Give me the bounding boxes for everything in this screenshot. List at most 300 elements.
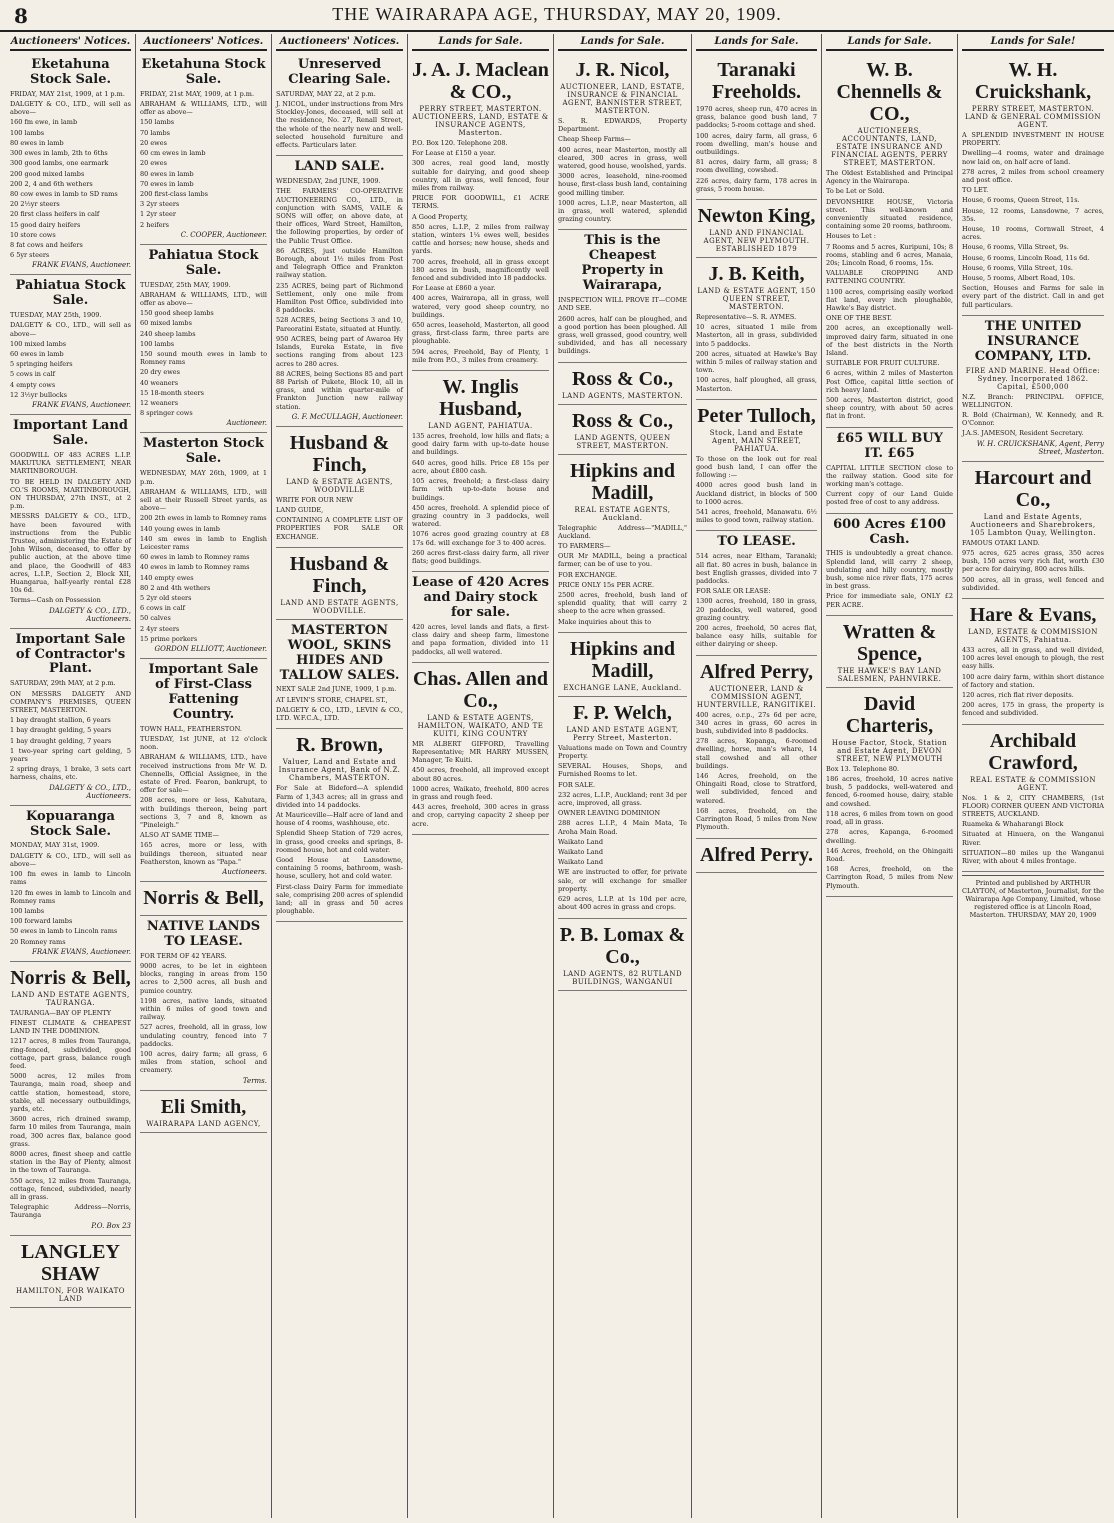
advertisement-line: 100 forward lambs bbox=[10, 917, 73, 926]
advertisement-line: SEVERAL Houses, Shops, and Furnished Rooms to let. bbox=[558, 762, 687, 779]
advertisement bbox=[558, 455, 687, 633]
advertisement-line: 433 acres, all in grass, and well divided, 100 acres level enough to plough, the rest easy hills. bbox=[962, 645, 1104, 671]
advertisement bbox=[276, 548, 403, 620]
advertisement-line: THIS is undoubtedly a great chance. Splendid land, will carry 2 sheep, undulating and hilly country, mostly bush, some nice river flats, 175 acres in best grass. bbox=[826, 549, 953, 591]
advertisement-line: Price for immediate sale, ONLY £2 PER ACRE. bbox=[826, 592, 953, 609]
advertisement-line: 1076 acres good grazing country at £8 17s 6d. will exchange for 3 to 400 acres. bbox=[412, 530, 549, 547]
advertisement-line: 80 ewes in lamb bbox=[10, 138, 64, 147]
advertisement-line: The Oldest Established and Principal Agency in the Wairarapa. bbox=[826, 169, 953, 186]
column-3 bbox=[272, 34, 408, 1518]
advertisement-line: 100 lambs bbox=[10, 128, 45, 137]
advertisement-line: 700 acres, freehold, all in grass except 180 acres in bush, magnificently well fenced and subdivided into 18 paddocks. bbox=[412, 257, 549, 283]
advertisement-signature: Terms. bbox=[242, 1076, 267, 1085]
advertisement-subtitle: LAND AGENTS, MASTERTON. bbox=[562, 391, 683, 400]
advertisement-line: 7 Rooms and 5 acres, Kuripuni, 10s; 8 rooms, stabling and 6 acres, Manaia, 20s; Lincoln Road, 6 rooms, 15s. bbox=[826, 242, 953, 268]
column-6 bbox=[692, 34, 822, 1518]
advertisement-line: 235 ACRES, being part of Richmond Settlement, only one mile from Hamilton Post Office, subdivided into 8 paddocks. bbox=[276, 281, 403, 315]
advertisement-line: TO FARMERS— bbox=[558, 542, 611, 551]
advertisement-line: S. R. EDWARDS, Property Department. bbox=[558, 117, 687, 134]
paper-title: THE WAIRARAPA AGE, THURSDAY, MAY 20, 1909. bbox=[332, 4, 782, 24]
advertisement bbox=[696, 54, 817, 200]
advertisement-line: 1000 acres, L.I.P., near Masterton, all in grass, well watered, splendid grazing country. bbox=[558, 198, 687, 224]
advertisement-line: Telegraphic Address—"MADILL," Auckland. bbox=[558, 523, 687, 540]
advertisement-line: For Lease at £860 a year. bbox=[412, 284, 496, 293]
advertisement-title: Eli Smith, bbox=[160, 1095, 247, 1118]
advertisement-line: At Mauriceville—Half acre of land and house of 4 rooms, washhouse, etc. bbox=[276, 810, 403, 828]
advertisement-title: Wratten & Spence, bbox=[842, 620, 937, 665]
advertisement-line: 594 acres, Freehold, Bay of Plenty, 1 mile from P.O., 3 miles from creamery. bbox=[412, 347, 549, 364]
advertisement-line: J. NICOL, under instructions from Mrs Stockley-Jones, deceased, will sell at the residence, No. 27, Renall Street, the whole of the nearly new and well-selected household furniture and effects. Particulars later. bbox=[276, 100, 403, 150]
advertisement bbox=[962, 725, 1104, 873]
advertisement-subtitle: HAMILTON, FOR WAIKATO LAND bbox=[16, 1286, 125, 1303]
advertisement-title: Important Land Sale. bbox=[13, 418, 128, 448]
advertisement-line: CONTAINING A COMPLETE LIST OF PROPERTIES FOR SALE OR EXCHANGE. bbox=[276, 516, 403, 541]
advertisement-title: Hare & Evans, bbox=[969, 603, 1097, 626]
advertisement bbox=[10, 806, 131, 962]
advertisement-subtitle: LAND AGENT, PAHIATUA. bbox=[428, 422, 533, 431]
advertisement-line: 1 bay draught gelding, 5 years bbox=[10, 726, 112, 735]
advertisement-line: ABRAHAM & WILLIAMS, LTD., have received instructions from Mr W. D. Chennells, Official Assignee, in the estate of Fred. Fearon, bankrupt, to offer for sale— bbox=[140, 753, 267, 795]
advertisement-title: Taranaki Freeholds. bbox=[711, 59, 802, 103]
advertisement-line: 1 bay draught gelding, 7 years bbox=[10, 736, 112, 745]
advertisement-line: 168 Acres, freehold, on the Carrington Road, 5 miles from New Plymouth. bbox=[826, 865, 953, 890]
advertisement-line: SUITABLE FOR FRUIT CULTURE. bbox=[826, 359, 940, 368]
advertisement-line: NEXT SALE 2nd JUNE, 1909, 1 p.m. bbox=[276, 685, 397, 694]
advertisement bbox=[140, 882, 267, 916]
advertisement-line: A SPLENDID INVESTMENT IN HOUSE PROPERTY. bbox=[962, 131, 1104, 148]
advertisement-line: 50 calves bbox=[140, 614, 171, 623]
advertisement-line: 100 fm ewes in lamb to Lincoln rams bbox=[10, 870, 131, 887]
advertisement-line: 400 acres, o.r.p., 27s 6d per acre, 340 acres in grass, 60 acres in bush, subdivided into 8 paddocks. bbox=[696, 710, 817, 736]
advertisement-line: DALGETY & CO., LTD., will sell as above— bbox=[10, 100, 131, 117]
advertisement-line: 1100 acres, comprising easily worked flat land, every inch ploughable, Hawke's Bay district. bbox=[826, 287, 953, 313]
advertisement-title: Husband & Finch, bbox=[289, 431, 390, 476]
advertisement bbox=[140, 916, 267, 1091]
advertisement-subtitle: PERRY STREET, MASTERTON. AUCTIONEERS, LAND, ESTATE & INSURANCE AGENTS, Masterton. bbox=[412, 105, 549, 137]
advertisement-line: 208 acres, more or less, Kahutara, with buildings thereon, being part sections 3, 7 and 8, known as "Pineleigh." bbox=[140, 796, 267, 829]
advertisement-line: FRIDAY, 21st MAY, 1909, at 1 p.m. bbox=[140, 89, 255, 98]
advertisement-line: INSPECTION WILL PROVE IT—COME AND SEE. bbox=[558, 296, 687, 313]
advertisement-line: 629 acres, L.I.P. at 1s 10d per acre, about 400 acres in grass and crops. bbox=[558, 895, 687, 912]
advertisement-subtitle: LAND & ESTATE AGENT, 150 QUEEN STREET, MASTERTON. bbox=[697, 287, 816, 312]
advertisement-line: MR ALBERT GIFFORD, Travelling Representative; MR HARRY MUSSEN, Manager, Te Kuiti. bbox=[412, 739, 549, 765]
advertisement bbox=[826, 688, 953, 897]
advertisement-line: 400 acres, near Masterton, mostly all cleared, 300 acres in grass, well watered, good house, woolshed, yards. bbox=[558, 145, 687, 171]
advertisement bbox=[276, 156, 403, 426]
advertisement-title: W. H. Cruickshank, bbox=[974, 59, 1092, 103]
advertisement-line: 70 ewes in lamb bbox=[140, 179, 194, 188]
advertisement-title: P. B. Lomax & Co., bbox=[559, 923, 686, 968]
advertisement-line: MESSRS DALGETY & CO., LTD., have been favoured with instructions from the Public Trustee, administering the Estate of John Wilson, deceased, to offer by public auction, at the above time and place, the Goodwill of 483 acres, L.I.P., Section 2, Block XII, Huangarua, half-yearly rental £28 10s 6d. bbox=[10, 512, 131, 595]
advertisement-line: 140 empty ewes bbox=[140, 573, 194, 582]
advertisement-line: DEVONSHIRE HOUSE, Victoria street. This well-known and conveniently situated residence, containing some 20 rooms, bathroom. bbox=[826, 197, 953, 231]
advertisement-title: Pahiatua Stock Sale. bbox=[15, 278, 126, 309]
advertisement-line: To be Let or Sold. bbox=[826, 187, 885, 196]
advertisement-subtitle: REAL ESTATE AGENTS, Auckland. bbox=[574, 505, 671, 522]
advertisement-title: F. P. Welch, bbox=[573, 701, 672, 724]
advertisement-subtitle: Land and Estate Agents, Auctioneers and Sharebrokers, 105 Lambton Quay, Wellington. bbox=[970, 512, 1096, 537]
advertisement-signature: P.O. Box 23 bbox=[91, 1221, 131, 1230]
advertisement-line: TAURANGA—BAY OF PLENTY bbox=[10, 1008, 112, 1017]
advertisement-line: 60 ewes in lamb bbox=[10, 350, 64, 359]
advertisement-line: 550 acres, 12 miles from Tauranga, cottage, fenced, subdivided, nearly all in grass. bbox=[10, 1176, 131, 1201]
advertisement-line: 3600 acres, rich drained swamp, farm 10 miles from Tauranga, main road, 300 acres flax, balance good grass. bbox=[10, 1115, 131, 1148]
advertisement-title: Masterton Stock Sale. bbox=[143, 436, 264, 467]
advertisement-line: 450 acres, freehold. A splendid piece of grazing country in 3 paddocks, well watered. bbox=[412, 503, 549, 529]
advertisement-line: 20 2½yr steers bbox=[10, 200, 60, 209]
advertisement-line: THE FARMERS' CO-OPERATIVE AUCTIONEERING CO., LTD., in conjunction with SAMS, VAILE & SONS will offer, on above date, at their offices, Ward Street, Hamilton, the following properties, by order of the Public Trust Office. bbox=[276, 187, 403, 245]
advertisement-signature: Auctioneers. bbox=[222, 867, 267, 876]
advertisement-line: Situated at Hinuera, on the Wanganui River. bbox=[962, 830, 1104, 847]
advertisement-line: 100 acres, dairy farm; all grass, 6 miles from station, school and creamery. bbox=[140, 1050, 267, 1075]
advertisement-line: 168 acres, freehold, on the Carrington Road, 5 miles from New Plymouth. bbox=[696, 806, 817, 832]
advertisement-line: 100 acre dairy farm, within short distance of factory and station. bbox=[962, 672, 1104, 689]
advertisement-line: House, 12 rooms, Lansdowne, 7 acres, 35s. bbox=[962, 206, 1104, 223]
advertisement-line: 200 acres, 175 in grass, the property is fenced and subdivided. bbox=[962, 701, 1104, 718]
advertisement-line: Waikato Land bbox=[558, 858, 604, 867]
advertisement-line: SATURDAY, MAY 22, at 2 p.m. bbox=[276, 89, 376, 98]
advertisement-line: 165 acres, more or less, with buildings thereon, situated near Featherston, known as "Papa." bbox=[140, 841, 267, 866]
advertisement-line: 4000 acres good bush land in Auckland district, in blocks of 500 to 1000 acres. bbox=[696, 481, 817, 506]
advertisement-signature: W. H. CRUICKSHANK, Agent, Perry Street, Masterton. bbox=[976, 439, 1104, 456]
advertisement bbox=[140, 1091, 267, 1133]
advertisement-line: R. Bold (Chairman), W. Kennedy, and R. O'Connor. bbox=[962, 411, 1104, 428]
advertisement-line: FOR TERM OF 42 YEARS. bbox=[140, 951, 227, 960]
advertisement-line: 950 ACRES, being part of Awaroa Hy Islands, Eureka Estate, in five sections ranging from about 123 acres to 280 acres. bbox=[276, 334, 403, 368]
advertisement-line: House, 6 rooms, Lincoln Road, 11s 6d. bbox=[962, 253, 1090, 262]
advertisement-line: 300 ewes in lamb, 2th to 6ths bbox=[10, 149, 108, 158]
advertisement-line: 1970 acres, sheep run, 470 acres in grass, balance good bush land, 7 paddocks; 5-room cottage and shed. bbox=[696, 105, 817, 130]
advertisement-title: Hipkins and Madill, bbox=[569, 459, 676, 504]
advertisement-line: 200 2, 4 and 6th wethers bbox=[10, 179, 93, 188]
advertisement-title: Important Sale of First-Class Fattening Country. bbox=[148, 661, 259, 722]
advertisement-line: Valuations made on Town and Country Property. bbox=[558, 743, 687, 761]
advertisement-line: 135 acres, freehold, low hills and flats; a good dairy farm with up-to-date house and buildings. bbox=[412, 432, 549, 457]
advertisement-line: WE are instructed to offer, for private sale, or will exchange for smaller property. bbox=[558, 868, 687, 893]
advertisement-line: 5 cows in calf bbox=[10, 370, 56, 379]
advertisement-line: 20 dry ewes bbox=[140, 368, 180, 377]
advertisement-line: 40 ewes in lamb to Romney rams bbox=[140, 563, 250, 572]
advertisement bbox=[696, 839, 817, 873]
advertisement-line: 975 acres, 625 acres grass, 350 acres bush, 150 acres very rich flat, worth £30 per acre for dairying, 800 acres hills. bbox=[962, 548, 1104, 574]
advertisement bbox=[276, 729, 403, 922]
advertisement-line: 100 lambs bbox=[10, 906, 45, 915]
advertisement-title: Harcourt and Co., bbox=[974, 466, 1092, 511]
advertisement-line: 200 acres, an exceptionally well-improved dairy farm, situated in one of the best districts in the North Island. bbox=[826, 324, 953, 358]
advertisement-line: FINEST CLIMATE & CHEAPEST LAND IN THE DOMINION. bbox=[10, 1018, 131, 1036]
advertisement bbox=[276, 620, 403, 730]
advertisement-subtitle: LAND AGENTS, 82 RUTLAND BUILDINGS, WANGANUI bbox=[562, 969, 683, 986]
advertisement-line: 120 fm ewes in lamb to Lincoln and Romney rams bbox=[10, 888, 131, 905]
advertisement-line: 160 fm ewe, in lamb bbox=[10, 118, 78, 127]
advertisement bbox=[962, 54, 1104, 316]
advertisement bbox=[696, 258, 817, 400]
advertisement-line: 20 ewes bbox=[140, 159, 167, 168]
advertisement-line: 86 ACRES, just outside Hamilton Borough, about 1½ miles from Post and Telegraph Office and Frankton railway station. bbox=[276, 246, 403, 280]
advertisement-line: DALGETY & CO., LTD., will sell as above— bbox=[10, 321, 131, 338]
advertisement bbox=[826, 514, 953, 616]
advertisement-line: 88 ACRES, being Sections 85 and part 88 Parish of Pukete, Block 10, all in grass, and within quarter-mile of Frankton Junction new railway station. bbox=[276, 369, 404, 411]
advertisement-line: FAMOUS OTAKI LAND. bbox=[962, 538, 1040, 547]
column-8 bbox=[958, 34, 1108, 1518]
advertisement-line: 100 acres, half ploughed, all grass, Masterton. bbox=[696, 376, 817, 393]
advertisement-title: TO LEASE. bbox=[717, 534, 796, 550]
advertisement-line: 80 cow ewes in lamb to SD rams bbox=[10, 189, 118, 198]
advertisement-line: 1 2yr steer bbox=[140, 210, 176, 219]
advertisement-line: WEDNESDAY, MAY 26th, 1909, at 1 p.m. bbox=[140, 469, 267, 486]
advertisement-line: Good House at Lansdowne, containing 5 rooms, bathroom, wash-house, scullery, hot and cold water. bbox=[276, 855, 403, 881]
column-2 bbox=[136, 34, 272, 1518]
advertisement-line: Terms—Cash on Possession bbox=[10, 596, 101, 605]
advertisement-line: 9000 acres, to be let in eighteen blocks, ranging in areas from 150 acres to 2,500 acres, all bush and pumice country. bbox=[140, 962, 267, 995]
advertisement-line: 278 acres, 2 miles from school creamery and post office. bbox=[962, 167, 1104, 185]
advertisement-title: Husband & Finch, bbox=[289, 552, 390, 597]
advertisement-signature: DALGETY & CO., LTD., Auctioneers. bbox=[49, 606, 131, 623]
advertisement-line: 150 sound mouth ewes in lamb to Romney rams bbox=[140, 350, 267, 367]
advertisement-line: TUESDAY, MAY 25th, 1909. bbox=[10, 311, 102, 320]
advertisement-title: J. B. Keith, bbox=[708, 263, 805, 286]
advertisement-title: MASTERTON WOOL, SKINS HIDES AND TALLOW SALES. bbox=[279, 622, 400, 683]
advertisement-line: 2 4yr steers bbox=[140, 624, 180, 633]
advertisement-title: J. A. J. Maclean & CO., bbox=[412, 59, 549, 103]
advertisement-line: N.Z. Branch: PRINCIPAL OFFICE, WELLINGTON. bbox=[962, 392, 1104, 409]
advertisement-line: 10 store cows bbox=[10, 230, 56, 239]
advertisement-line: 443 acres, freehold, 300 acres in grass and crop, carrying capacity 2 sheep per acre. bbox=[412, 803, 549, 828]
advertisement bbox=[412, 572, 549, 663]
advertisement-line: 150 good sheep lambs bbox=[140, 309, 214, 318]
advertisement-subtitle: LAND AGENTS, QUEEN STREET, MASTERTON. bbox=[574, 433, 671, 450]
advertisement-line: Box 13. Telephone 80. bbox=[826, 764, 900, 773]
advertisement-line: CAPITAL LITTLE SECTION close to the railway station. Good site for working man's cottage. bbox=[826, 463, 953, 488]
advertisement bbox=[696, 200, 817, 258]
advertisement-line: 3 2yr steers bbox=[140, 200, 180, 209]
column-heading: Auctioneers' Notices. bbox=[140, 34, 267, 51]
advertisement-subtitle: EXCHANGE LANE, Auckland. bbox=[563, 683, 682, 692]
advertisement-line: 450 acres, freehold, all improved except about 80 acres. bbox=[412, 766, 549, 783]
advertisement bbox=[826, 428, 953, 514]
advertisement-line: ALSO AT SAME TIME— bbox=[140, 831, 220, 840]
advertisement bbox=[140, 433, 267, 659]
advertisement-line: 200 2th ewes in lamb to Romney rams bbox=[140, 514, 267, 523]
advertisement-title: Important Sale of Contractor's Plant. bbox=[15, 631, 126, 677]
advertisement-line: AT LEVIN'S STORE, CHAPEL ST., bbox=[276, 695, 388, 704]
advertisement-line: 5000 acres, 12 miles from Tauranga, main road, sheep and cattle station, homestead, store, stable, all necessary outbuildings, yards, etc. bbox=[10, 1072, 131, 1113]
advertisement-line: OUR Mr MADILL, being a practical farmer, can be of use to you. bbox=[558, 552, 687, 569]
advertisement-line: Current copy of our Land Guide posted free of cost to any address. bbox=[826, 490, 953, 507]
advertisement-line: House, 6 rooms, Queen Street, 11s. bbox=[962, 196, 1080, 205]
advertisement bbox=[140, 245, 267, 434]
advertisement bbox=[10, 54, 131, 275]
advertisement-line: 300 acres, real good land, mostly suitable for dairying, and good sheep country, all in grass, well fenced, four miles from railway. bbox=[412, 159, 549, 193]
advertisement-line: Nos. 1 & 2, CITY CHAMBERS, (1st FLOOR) CORNER QUEEN AND VICTORIA STREETS, AUCKLAND. bbox=[962, 793, 1104, 818]
advertisement-line: 12 3½yr bullocks bbox=[10, 390, 67, 399]
advertisement bbox=[826, 616, 953, 688]
advertisement-subtitle: WAIRARAPA LAND AGENCY, bbox=[146, 1119, 261, 1128]
advertisement-line: 200 acres, freehold, 50 acres flat, balance easy hills, suitable for either dairying or sheep. bbox=[696, 624, 817, 649]
advertisement-line: 514 acres, near Eltham, Taranaki; all flat. 80 acres in bush, balance in best English grasses, divided into 7 paddocks. bbox=[696, 552, 817, 586]
advertisement-line: 1 bay draught stallion, 6 years bbox=[10, 716, 111, 725]
advertisement-line: MONDAY, MAY 31st, 1909. bbox=[10, 841, 100, 850]
advertisement bbox=[412, 54, 549, 371]
column-heading: Lands for Sale. bbox=[826, 34, 953, 51]
advertisement-line: 20 ewes bbox=[140, 138, 167, 147]
advertisement-line: 80 2 and 4th wethers bbox=[140, 583, 211, 592]
advertisement-signature: FRANK EVANS, Auctioneer. bbox=[32, 261, 131, 270]
advertisement-line: 15 good dairy heifers bbox=[10, 220, 81, 229]
advertisement bbox=[276, 54, 403, 156]
advertisement bbox=[558, 405, 687, 455]
advertisement-title: £65 WILL BUY IT. £65 bbox=[836, 430, 943, 461]
advertisement-title: W. B. Chennells & CO., bbox=[836, 59, 943, 125]
advertisement-line: TUESDAY, 25th MAY, 1909. bbox=[140, 280, 231, 289]
advertisement-line: 2600 acres, half can be ploughed, and a good portion has been ploughed. All grass, well grassed, good country, well subdivided, and has all necessary buildings. bbox=[558, 314, 687, 356]
advertisement-signature: FRANK EVANS, Auctioneer. bbox=[32, 401, 131, 410]
advertisement-line: Cheap Sheep Farms— bbox=[558, 135, 631, 144]
advertisement-title: Peter Tulloch, bbox=[697, 404, 816, 427]
advertisement-title: Pahiatua Stock Sale. bbox=[148, 247, 259, 278]
advertisement bbox=[558, 54, 687, 230]
advertisement-line: 278 acres, Kapanga, 6-roomed dwelling. bbox=[826, 828, 953, 845]
advertisement-line: Ruameka & Whaharangi Block bbox=[962, 820, 1064, 829]
advertisement-line: 15 prime porkers bbox=[140, 634, 198, 643]
advertisement-subtitle: LAND & ESTATE AGENTS, HAMILTON, WAIKATO, AND TE KUITI, KING COUNTRY bbox=[417, 713, 544, 738]
column-1 bbox=[6, 34, 136, 1518]
advertisement-subtitle: LAND AND ESTATE AGENTS, TAURANGA. bbox=[11, 990, 130, 1007]
advertisement-line: 527 acres, freehold, all in grass, low undulating country, fenced into 7 paddocks. bbox=[140, 1023, 267, 1048]
advertisement-line: 500 acres, all in grass, well fenced and subdivided. bbox=[962, 575, 1104, 592]
advertisement-title: 600 Acres £100 Cash. bbox=[833, 516, 946, 547]
column-4 bbox=[408, 34, 554, 1518]
advertisement-subtitle: LAND AND ESTATE AGENTS, WOODVILLE. bbox=[280, 598, 399, 615]
advertisement-line: 400 acres, Wairarapa, all in grass, well watered, very good sheep country, no buildings. bbox=[412, 294, 549, 319]
advertisement-title: LANGLEY SHAW bbox=[21, 1240, 120, 1285]
advertisement-line: 8 springer cows bbox=[140, 409, 193, 418]
advertisement-line: 118 acres, 6 miles from town on good road, all in grass. bbox=[826, 809, 953, 827]
advertisement-line: ON MESSRS DALGETY AND COMPANY'S PREMISES, QUEEN STREET, MASTERTON. bbox=[10, 689, 131, 714]
advertisement-line: 226 acres, dairy farm, 178 acres in grass, 5 room house. bbox=[696, 176, 817, 193]
advertisement-signature: GORDON ELLIOTT, Auctioneer. bbox=[154, 644, 267, 653]
column-heading: Lands for Sale. bbox=[558, 34, 687, 51]
advertisement-line: 240 sheep lambs bbox=[140, 329, 196, 338]
advertisement-line: PRICE FOR GOODWILL, £1 ACRE TERMS. bbox=[412, 194, 549, 211]
advertisement-line: 4 empty cows bbox=[10, 380, 56, 389]
advertisement-line: Representative—S. R. AYMES. bbox=[696, 313, 797, 322]
printer-imprint: Printed and published by ARTHUR CLAYTON, of Masterton, Journalist, for the Wairarapa Age Company, Limited, whose registered office is at Lincoln Road, Masterton. THURSDAY, MAY 20, 1909 bbox=[962, 879, 1104, 920]
advertisement-subtitle: AUCTIONEER, LAND & COMMISSION AGENT, HUNTERVILLE, RANGITIKEI. bbox=[696, 684, 817, 709]
advertisement-line: 6 cows in calf bbox=[140, 604, 186, 613]
advertisement-line: 2 heifers bbox=[140, 220, 170, 229]
advertisement-line: 8000 acres, finest sheep and cattle station in the Bay of Plenty, almost in the town of Tauranga. bbox=[10, 1149, 131, 1175]
advertisement bbox=[10, 629, 131, 806]
advertisement-title: Norris & Bell, bbox=[143, 886, 264, 909]
advertisement bbox=[412, 663, 549, 835]
advertisement-line: For Lease at £150 a year. bbox=[412, 149, 496, 158]
advertisement-title: Hipkins and Madill, bbox=[569, 637, 676, 682]
advertisement-line: 12 weaners bbox=[140, 399, 179, 408]
advertisement-line: J.A.S. JAMESON, Resident Secretary. bbox=[962, 429, 1084, 438]
advertisement-line: TOWN HALL, FEATHERSTON. bbox=[140, 724, 242, 733]
masthead bbox=[0, 0, 1114, 32]
advertisement-line: 420 acres, level lands and flats, a first-class dairy and sheep farm, limestone and papa formation, divided into 11 paddocks, all well watered. bbox=[412, 622, 549, 656]
advertisement-subtitle: AUCTIONEERS, ACCOUNTANTS, LAND, ESTATE INSURANCE AND FINANCIAL AGENTS, PERRY STREET, MASTERTON. bbox=[831, 127, 948, 167]
advertisement-line: 528 ACRES, being Sections 3 and 10, Pareoratini Estate, situated at Huntly. bbox=[276, 316, 403, 333]
advertisement-line: 232 acres, L.I.P., Auckland; rent 3d per acre, improved, all grass. bbox=[558, 790, 687, 808]
advertisement-line: 186 acres, freehold, 10 acres native bush, 5 paddocks, well-watered and fenced, 6-roomed house, dairy, stable and cowshed. bbox=[826, 775, 953, 808]
advertisement-line: Houses to Let : bbox=[826, 232, 876, 241]
advertisement-line: 1198 acres, native lands, situated within 6 miles of good town and railway. bbox=[140, 996, 267, 1022]
advertisement-line: LAND GUIDE, bbox=[276, 505, 324, 514]
advertisement-line: 50 ewes in lamb to Lincoln rams bbox=[10, 927, 118, 936]
advertisement-title: NATIVE LANDS TO LEASE. bbox=[146, 918, 261, 949]
advertisement bbox=[962, 316, 1104, 462]
advertisement-subtitle: REAL ESTATE & COMMISSION AGENT. bbox=[970, 775, 1096, 792]
advertisement-line: 288 acres L.I.P., 4 Main Mata, Te Aroha Main Road. bbox=[558, 819, 687, 836]
advertisement-title: Unreserved Clearing Sale. bbox=[288, 57, 391, 87]
advertisement-line: 2 spring drays, 1 brake, 3 sets cart harness, chains, etc. bbox=[10, 765, 131, 782]
advertisement-line: Section, Houses and Farms for sale in every part of the district. Call in and get full particulars. bbox=[962, 284, 1104, 309]
advertisement-subtitle: LAND & ESTATE AGENTS, WOODVILLE bbox=[286, 477, 393, 494]
advertisement-line: 500 acres, Masterton district, good sheep country, with about 50 acres flat in front. bbox=[826, 396, 953, 421]
advertisement bbox=[412, 371, 549, 572]
advertisement-title: Ross & Co., bbox=[571, 367, 674, 390]
advertisement-line: 20 Romney rams bbox=[10, 937, 66, 946]
advertisement-line: 200 first-class lambs bbox=[140, 189, 209, 198]
advertisement-title: This is the Cheapest Property in Wairarapa, bbox=[581, 233, 664, 294]
advertisement-line: PRICE ONLY 15s PER ACRE. bbox=[558, 580, 655, 589]
advertisement-title: Alfred Perry. bbox=[700, 843, 813, 866]
advertisement-line: Waikato Land bbox=[558, 848, 604, 857]
column-heading: Auctioneers' Notices. bbox=[10, 34, 131, 51]
advertisement bbox=[696, 656, 817, 839]
advertisement-line: 120 acres, rich flat river deposits. bbox=[962, 690, 1074, 699]
advertisement-line: 81 acres, dairy farm, all grass; 8 room dwelling, cowshed. bbox=[696, 158, 817, 175]
advertisement-line: House, 6 rooms, Villa Street, 9s. bbox=[962, 243, 1069, 252]
advertisement bbox=[558, 363, 687, 405]
advertisement-subtitle: LAND AND FINANCIAL AGENT, NEW PLYMOUTH. ESTABLISHED 1879 bbox=[703, 229, 810, 254]
advertisement-subtitle: LAND AND ESTATE AGENT, Perry Street, Masterton. bbox=[566, 725, 679, 742]
advertisement-line: 8 fat cows and heifers bbox=[10, 240, 83, 249]
advertisement bbox=[10, 962, 131, 1236]
advertisement-line: A Good Property, bbox=[412, 212, 469, 221]
advertisement-signature: DALGETY & CO., LTD., Auctioneers. bbox=[49, 783, 131, 800]
advertisement-subtitle: House Factor, Stock, Station and Estate Agent, DEVON STREET, NEW PLYMOUTH bbox=[831, 738, 948, 763]
advertisement-signature: G. F. McCULLAGH, Auctioneer. bbox=[291, 412, 403, 421]
advertisement-line: 1000 acres, Waikato, freehold, 800 acres in grass and rough feed. bbox=[412, 784, 549, 801]
advertisement-line: DALGETY & CO., LTD., LEVIN & CO., LTD. W.F.C.A., LTD. bbox=[276, 705, 403, 723]
advertisement-line: SITUATION—80 miles up the Wanganui River, with about 4 miles frontage. bbox=[962, 848, 1104, 865]
advertisement-line: Telegraphic Address—Norris, Tauranga bbox=[10, 1203, 131, 1220]
advertisement-line: 80 ewes in lamb bbox=[140, 169, 194, 178]
advertisement-title: Norris & Bell, bbox=[10, 966, 131, 989]
advertisement-line: 100 mixed lambs bbox=[10, 339, 67, 348]
advertisement-line: FOR EXCHANGE. bbox=[558, 570, 618, 579]
divider bbox=[962, 875, 1104, 876]
advertisement-line: 40 weaners bbox=[140, 378, 179, 387]
page-number: 8 bbox=[14, 4, 28, 28]
advertisement-line: 140 young ewes in lamb bbox=[140, 524, 220, 533]
advertisement-line: 3000 acres, leasehold, nine-roomed house, first-class bush land, containing good milling timber. bbox=[558, 172, 687, 197]
advertisement-line: House, 5 rooms, Albert Road, 10s. bbox=[962, 274, 1076, 283]
advertisement-line: Waikato Land bbox=[558, 837, 604, 846]
advertisement-line: 6 acres, within 2 miles of Masterton Post Office, capital little section of rich heavy land. bbox=[826, 369, 953, 394]
column-heading: Auctioneers' Notices. bbox=[276, 34, 403, 51]
advertisement-title: David Charteris, bbox=[845, 692, 934, 737]
advertisement-line: House, 10 rooms, Cornwall Street, 4 acres. bbox=[962, 225, 1104, 242]
advertisement-title: Ross & Co., bbox=[571, 409, 674, 432]
column-heading: Lands for Sale. bbox=[696, 34, 817, 51]
advertisement bbox=[140, 659, 267, 882]
advertisement-line: 541 acres, freehold, Manawatu. 6½ miles to good town, railway station. bbox=[696, 508, 817, 525]
